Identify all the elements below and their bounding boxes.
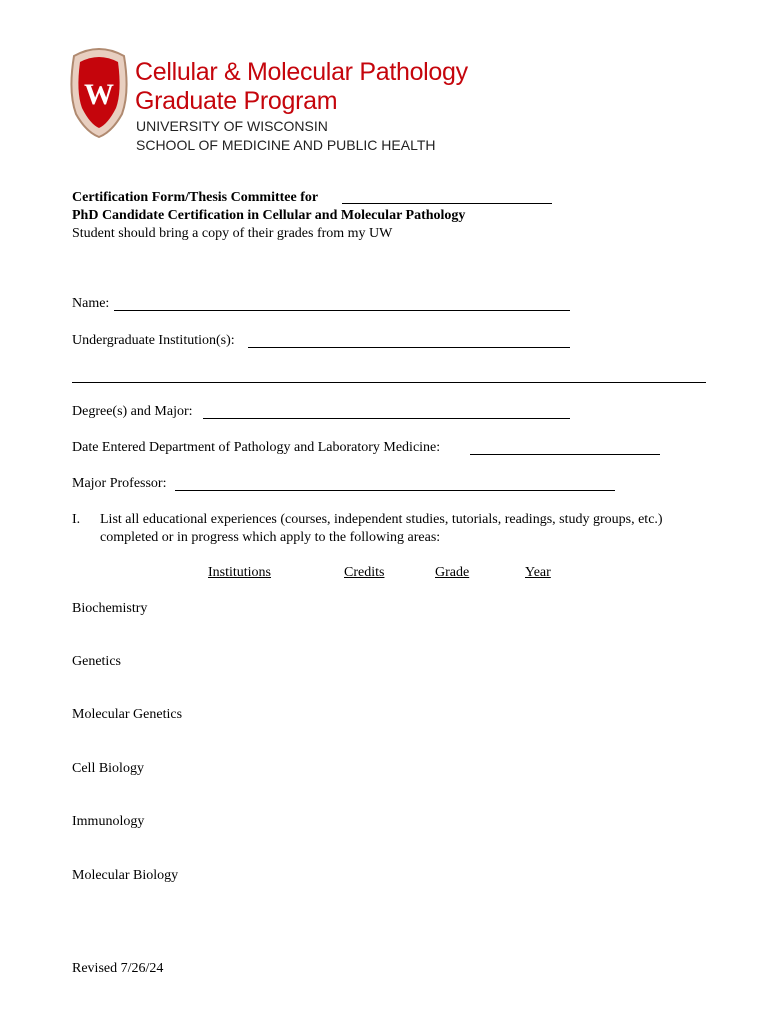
school-name: SCHOOL OF MEDICINE AND PUBLIC HEALTH <box>136 137 436 153</box>
area-genetics: Genetics <box>72 654 121 669</box>
major-professor-field[interactable] <box>175 490 615 491</box>
form-instruction: Student should bring a copy of their grades from my UW <box>72 226 393 241</box>
revision-date: Revised 7/26/24 <box>72 961 164 976</box>
brand-title: Cellular & Molecular Pathology <box>135 58 468 86</box>
undergrad-label: Undergraduate Institution(s): <box>72 333 235 348</box>
uw-crest-logo <box>68 42 130 138</box>
degree-field[interactable] <box>203 418 570 419</box>
form-title: Certification Form/Thesis Committee for <box>72 190 319 205</box>
column-year: Year <box>525 565 551 580</box>
column-grade: Grade <box>435 565 470 580</box>
area-biochemistry: Biochemistry <box>72 601 148 616</box>
brand-subtitle: Graduate Program <box>135 87 338 115</box>
area-molecular-biology: Molecular Biology <box>72 868 179 883</box>
undergrad-field-line2[interactable] <box>72 382 706 383</box>
form-subtitle: PhD Candidate Certification in Cellular and Molecular Pathology <box>72 208 466 223</box>
major-professor-label: Major Professor: <box>72 476 167 491</box>
area-cell-biology: Cell Biology <box>72 761 144 776</box>
date-entered-field[interactable] <box>470 454 660 455</box>
title-blank-line[interactable] <box>342 203 552 204</box>
name-field[interactable] <box>114 310 570 311</box>
crest-letter: W <box>84 78 114 111</box>
section-number: I. <box>72 512 81 527</box>
degree-label: Degree(s) and Major: <box>72 404 193 419</box>
area-immunology: Immunology <box>72 814 145 829</box>
area-molecular-genetics: Molecular Genetics <box>72 707 183 722</box>
section-text-line2: completed or in progress which apply to the following areas: <box>100 530 441 545</box>
name-label: Name: <box>72 296 110 311</box>
date-entered-label: Date Entered Department of Pathology and Laboratory Medicine: <box>72 440 441 455</box>
column-institutions: Institutions <box>208 565 272 580</box>
section-text-line1: List all educational experiences (courses, independent studies, tutorials, readings, study groups, etc.) <box>100 512 663 527</box>
university-name: UNIVERSITY OF WISCONSIN <box>136 118 328 134</box>
column-credits: Credits <box>344 565 385 580</box>
undergrad-field[interactable] <box>248 347 570 348</box>
